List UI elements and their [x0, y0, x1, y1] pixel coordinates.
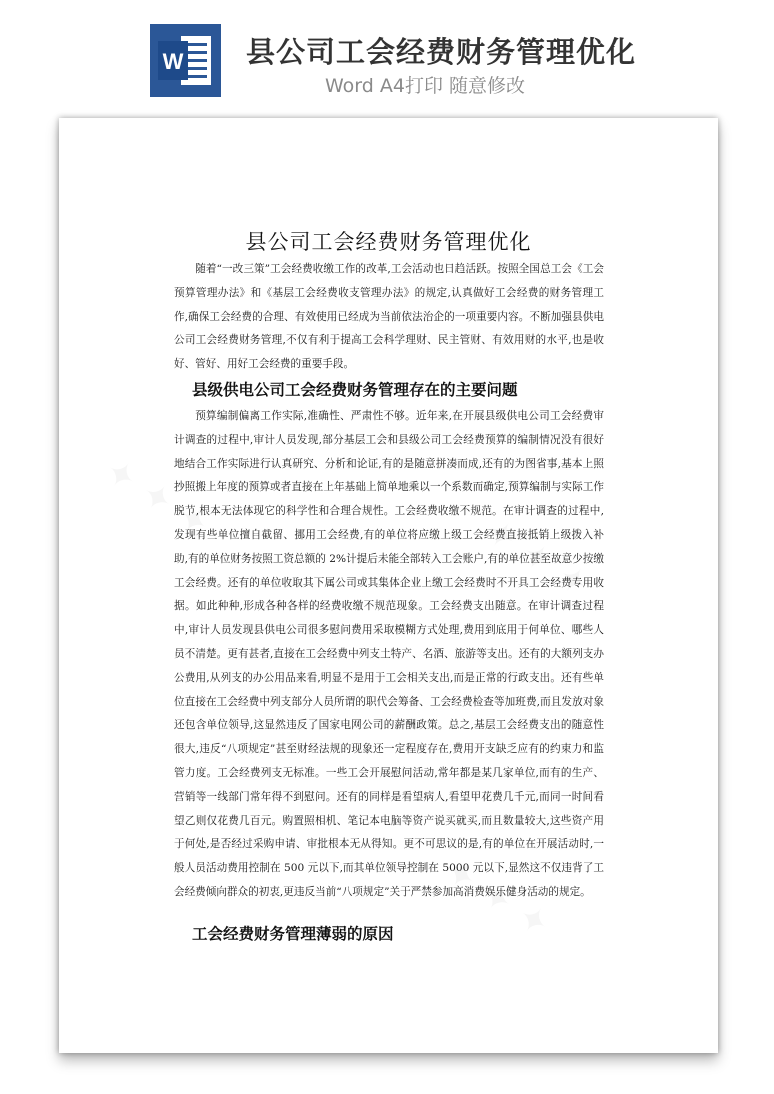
- word-logo-letter: W: [162, 49, 184, 74]
- page-header: [0, 0, 774, 110]
- header-subtitle: Word A4打印 随意修改: [325, 75, 526, 97]
- document-page: [59, 118, 718, 1053]
- header-title: 县公司工会经费财务管理优化: [246, 35, 637, 69]
- document-title: 县公司工会经费财务管理优化: [245, 230, 532, 254]
- section-paragraph-problems: 预算编制偏离工作实际,准确性、严肃性不够。近年来,在开展县级供电公司工会经费审计调查的过程中,审计人员发现,部分基层工会和县级公司工会经费预算的编制情况没有很好地结合工作实际进行认真研究、分析和论证,有的是随意拼凑而成,还有的为图省事,基本上照抄照搬上年度的预算或者直接在上年基础上简单地乘以一个系数而确定,预算编制与实际工作脱节,根本无法体现它的科学性和合理合规性。工会经费收缴不规范。在审计调查的过程中,发现有些单位擅自截留、挪用工会经费,有的单位将应缴上级工会经费直接抵销上级拨入补助,有的单位财务按照工资总额的 2%计提后未能全部转入工会账户,有的单位甚至故意少按缴工会经费。还有的单位收取其下属公司或其集体企业上缴工会经费时不开具工会经费专用收据。如此种种,形成各种各样的经费收缴不规范现象。工会经费支出随意。在审计调查过程中,审计人员发现县供电公司很多慰问费用采取模糊方式处理,费用到底用于何单位、哪些人员不清楚。更有甚者,直接在工会经费中列支土特产、名酒、旅游等支出。还有的大额列支办公费用,从列支的办公用品来看,明显不是用于工会相关支出,而是正常的行政支出。还有些单位直接在工会经费中列支部分人员所谓的职代会筹备、工会经费检查等加班费,而且发放对象还包含单位领导,这显然违反了国家电网公司的薪酬政策。总之,基层工会经费支出的随意性很大,违反“八项规定”甚至财经法规的现象还一定程度存在,费用开支缺乏应有的约束力和监管力度。工会经费列支无标准。一些工会开展慰问活动,常年都是某几家单位,而有的生产、营销等一线部门常年得不到慰问。还有的同样是看望病人,看望甲花费几千元,而同一时间看望乙则仅花费几百元。购置照相机、笔记本电脑等资产说买就买,而且数量较大,这些资产用于何处,是否经过采购申请、审批根本无从得知。更不可思议的是,有的单位在开展活动时,一般人员活动费用控制在 500 元以下,而其单位领导控制在 5000 元以下,显然这不仅违背了工会经费倾向群众的初衷,更违反当前“八项规定”关于严禁参加高消费娱乐健身活动的规定。: [174, 410, 604, 898]
- intro-paragraph: 随着“一改三策”工会经费收缴工作的改革,工会活动也日趋活跃。按照全国总工会《工会预算管理办法》和《基层工会经费收支管理办法》的规定,认真做好工会经费的财务管理工作,确保工会经费的合理、有效使用已经成为当前依法治企的一项重要内容。不断加强县供电公司工会经费财务管理,不仅有利于提高工会科学理财、民主管财、有效用财的水平,也是收好、管好、用好工会经费的重要手段。: [174, 263, 604, 371]
- word-document-icon: [150, 24, 221, 97]
- section-heading-problems: 县级供电公司工会经费财务管理存在的主要问题: [192, 381, 518, 399]
- section-heading-causes: 工会经费财务管理薄弱的原因: [192, 925, 394, 943]
